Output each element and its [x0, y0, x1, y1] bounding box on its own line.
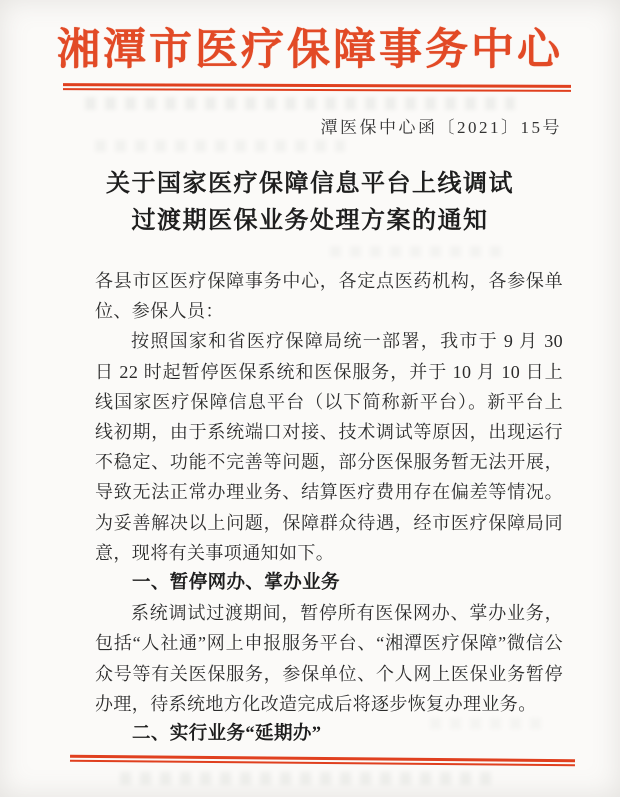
section-1-heading: 一、暂停网办、掌办业务 [132, 573, 340, 594]
intro-paragraph: 按照国家和省医疗保障局统一部署，我市于 9 月 30 日 22 时起暂停医保系统和医保服务，并于 10 月 10 日上线国家医疗保障信息平台（以下简称新平台）。新平台上线初期，由于系统端口对接、技术调试等原因，出现运行不稳定、功能不完善等问题，部分医保服务暂无法开展，导致无法正常办理业务、结算医疗费用存在偏差等情况。为妥善解决以上问题，保障群众待遇，经市医疗保障局同意，现将有关事项通知如下。 [95, 331, 563, 563]
section-2-heading: 二、实行业务“延期办” [132, 724, 322, 745]
document-title-line1: 关于国家医疗保障信息平台上线调试 [106, 171, 514, 197]
document-title [0, 166, 620, 240]
document-number: 潭医保中心函〔2021〕15号 [320, 118, 562, 137]
scan-bleed-artifact [95, 140, 345, 152]
footer-divider [70, 755, 575, 766]
scan-bleed-artifact [330, 246, 510, 257]
scan-bleed-artifact [85, 97, 515, 110]
divider-thin-line [63, 88, 571, 92]
scan-bleed-artifact [120, 772, 500, 785]
letterhead-org-name: 湘潭市医疗保障事务中心 [57, 27, 563, 74]
letterhead-divider [63, 83, 571, 92]
document-body [95, 266, 563, 749]
section-1-paragraph: 系统调试过渡期间，暂停所有医保网办、掌办业务，包括“人社通”网上申报服务平台、“湘潭医疗保障”微信公众号等有关医保服务，参保单位、个人网上医保业务暂停办理，待系统地方化改造完成后将逐步恢复办理业务。 [95, 603, 563, 714]
document-title-line2: 过渡期医保业务处理方案的通知 [131, 208, 489, 234]
salutation: 各县市区医疗保障事务中心，各定点医药机构，各参保单位、参保人员： [95, 271, 563, 322]
